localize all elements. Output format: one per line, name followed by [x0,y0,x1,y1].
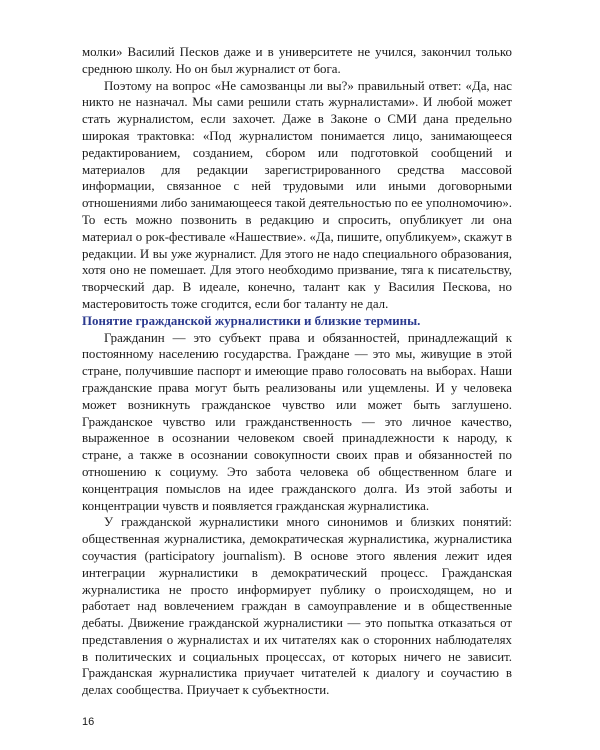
paragraph: У гражданской журналистики много синонимов и близких понятий: общественная журналистика, демократическая журналистика, журналистика соучастия (participatory journalism). В основе этого явления лежит идея интеграции журналистики в демократический процесс. Гражданская журналистика не просто информирует публику о происходящем, но и работает над вовлечением граждан в самоуправление и в общественные дебаты. Движение гражданской журналистики — это попытка отказаться от представления о журналистах и их читателях как о сторонних наблюдателях в политических и социальных процессах, от которых ничего не зависит. Гражданская журналистика приучает читателей к диалогу и соучастию в делах сообщества. Приучает к субъектности. [82,515,512,698]
page-number: 16 [82,716,95,728]
paragraph: Гражданин — это субъект права и обязанностей, принадлежащий к постоянному населению государства. Граждане — это мы, живущие в этой стране, получившие паспорт и имеющие право голосовать на выборах. Наши гражданские права могут быть реализованы или ущемлены. И у человека может возникнуть гражданское чувство или может быть заглушено. Гражданское чувство или гражданственность — это личное качество, выраженное в осознании человеком своей принадлежности к народу, к стране, а также в осознании совокупности своих прав и обязанностей по отношению к социуму. Это забота человека об общественном благе и концентрация помыслов на идее гражданского долга. Из этой заботы и концентрации чувств и появляется гражданская журналистика. [82,330,512,513]
paragraph: Поэтому на вопрос «Не самозванцы ли вы?» правильный ответ: «Да, нас никто не назначал. Мы сами решили стать журналистами». И любой может стать журналистом, если захочет. Даже в Законе о СМИ дана предельно широкая трактовка: «Под журналистом понимается лицо, занимающееся редактированием, созданием, сбором или подготовкой сообщений и материалов для редакции зарегистрированного средства массовой информации, связанное с ней трудовыми или иными договорными отношениями либо занимающееся такой деятельностью по ее уполномочию». То есть можно позвонить в редакцию и спросить, опубликует ли она материал о рок-фестивале «Нашествие». «Да, пишите, опубликуем», скажут в редакции. И вы уже журналист. Для этого не надо специального образования, хотя оно не помешает. Для этого необходимо призвание, тяга к писательству, творческий дар. В идеале, конечно, талант как у Василия Пескова, но мастеровитость тоже сгодится, если бог таланту не дал. [82,78,512,311]
section-heading: Понятие гражданской журналистики и близкие термины. [82,313,421,328]
page-body [82,44,512,699]
paragraph: молки» Василий Песков даже и в университете не учился, закончил только среднюю школу. Но он был журналист от бога. [82,45,512,76]
